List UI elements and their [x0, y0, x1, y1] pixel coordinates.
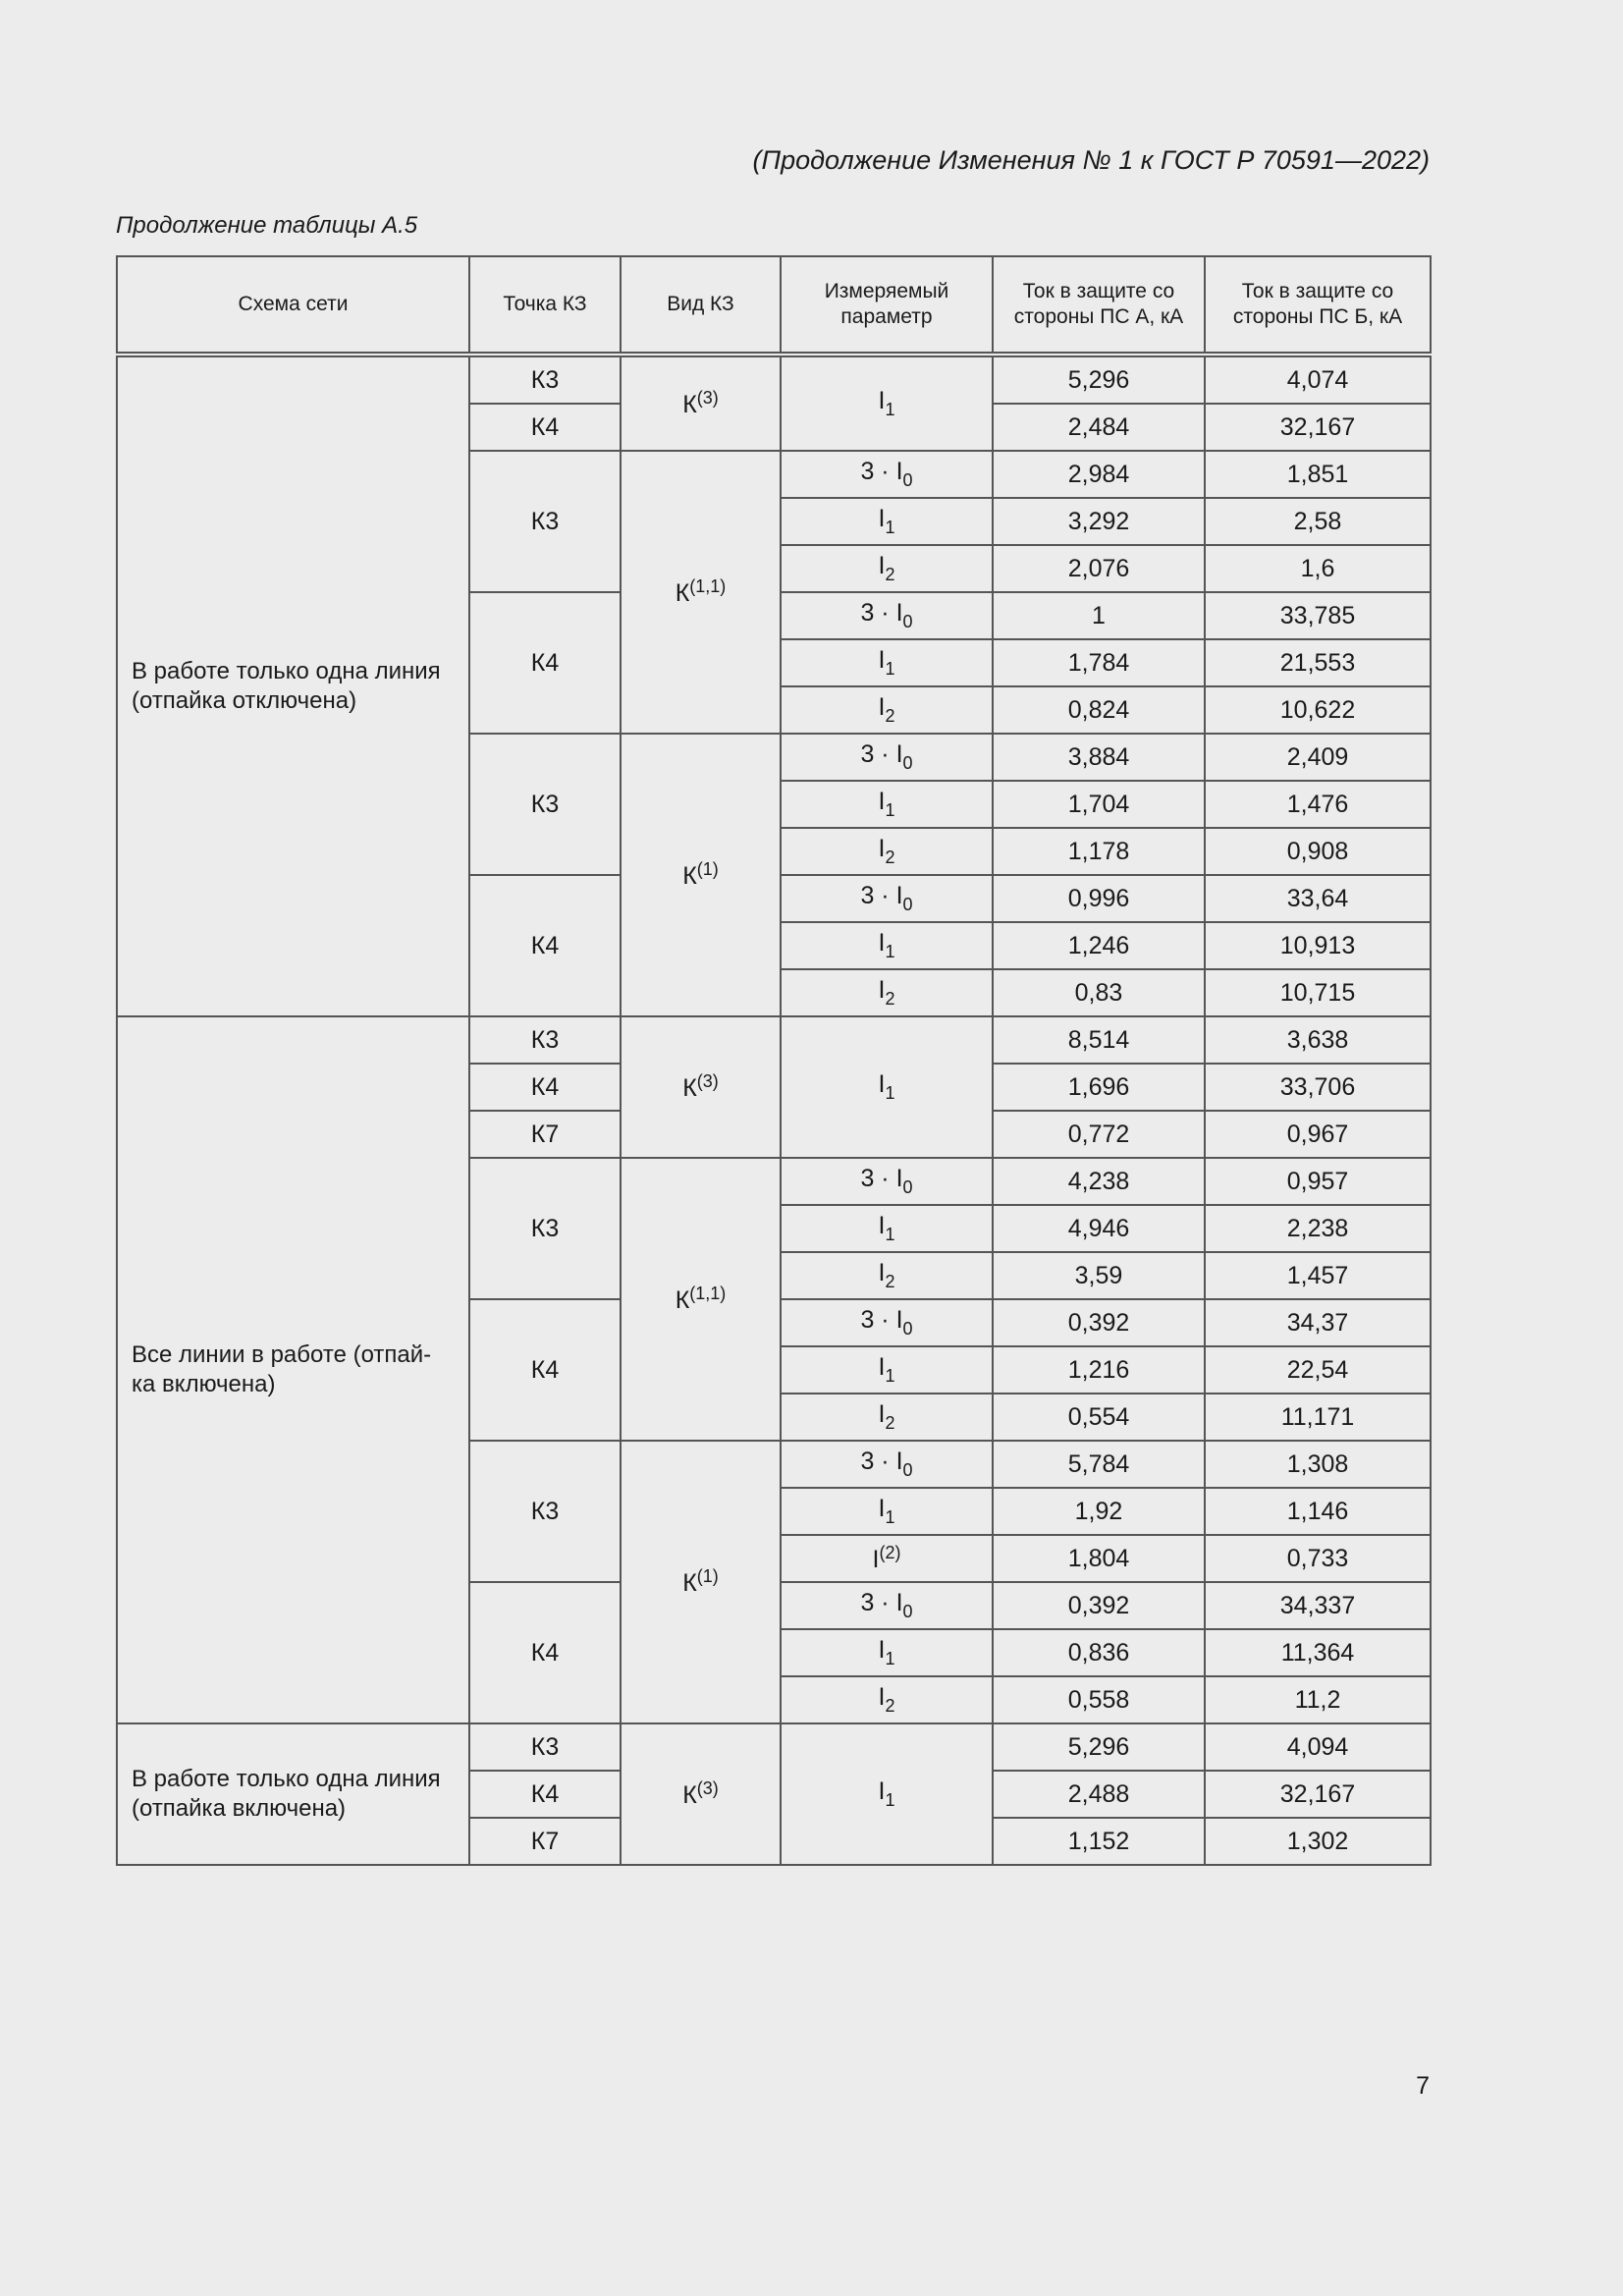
- symbol-base: К: [682, 1569, 697, 1597]
- scheme-cell: В работе только одна линия (отпайка включена): [117, 1723, 469, 1865]
- symbol-base: I: [878, 1212, 886, 1239]
- symbol-base: I: [878, 646, 886, 674]
- symbol-base: I: [878, 1259, 886, 1286]
- parameter-cell: [781, 1723, 993, 1865]
- data-table: [116, 255, 1432, 1866]
- current-side-a-cell: 4,946: [993, 1205, 1205, 1252]
- current-side-a-cell: 0,392: [993, 1582, 1205, 1629]
- current-side-b-cell: 1,302: [1205, 1818, 1431, 1865]
- parameter-cell: [781, 1205, 993, 1252]
- symbol-base: I: [878, 505, 886, 532]
- current-side-b-cell: 32,167: [1205, 404, 1431, 451]
- current-side-b-cell: 1,457: [1205, 1252, 1431, 1299]
- parameter-cell: [781, 686, 993, 734]
- current-side-b-cell: 0,967: [1205, 1111, 1431, 1158]
- fault-point-cell: К4: [469, 1064, 621, 1111]
- symbol-base: I: [878, 976, 886, 1004]
- symbol-base: I: [878, 1777, 886, 1805]
- symbol-base: I: [878, 387, 886, 414]
- symbol-superscript: (1): [696, 859, 719, 879]
- fault-point-cell: К3: [469, 451, 621, 592]
- symbol-base: I: [878, 835, 886, 862]
- symbol-base: К: [675, 1286, 690, 1314]
- symbol-base: I: [872, 1546, 880, 1573]
- current-side-a-cell: 2,488: [993, 1771, 1205, 1818]
- fault-point-cell: К4: [469, 592, 621, 734]
- current-side-b-cell: 2,58: [1205, 498, 1431, 545]
- fault-point-cell: К3: [469, 734, 621, 875]
- current-side-b-cell: 10,622: [1205, 686, 1431, 734]
- parameter-cell: [781, 451, 993, 498]
- symbol-subscript: 0: [902, 1460, 913, 1480]
- column-header-scheme: Схема сети: [117, 256, 469, 355]
- current-side-a-cell: 1,696: [993, 1064, 1205, 1111]
- page-number: 7: [1416, 2072, 1430, 2100]
- fault-point-cell: К7: [469, 1818, 621, 1865]
- symbol-base: 3 · I: [860, 458, 903, 485]
- current-side-a-cell: 0,772: [993, 1111, 1205, 1158]
- current-side-a-cell: 0,392: [993, 1299, 1205, 1346]
- fault-type-cell: [621, 1441, 781, 1723]
- fault-point-cell: К3: [469, 1441, 621, 1582]
- parameter-cell: [781, 781, 993, 828]
- current-side-b-cell: 34,337: [1205, 1582, 1431, 1629]
- column-header-measured-parameter: Измеряемый параметр: [781, 256, 993, 355]
- current-side-a-cell: 1,216: [993, 1346, 1205, 1394]
- symbol-base: I: [878, 1683, 886, 1711]
- symbol-base: I: [878, 788, 886, 815]
- parameter-cell: [781, 1394, 993, 1441]
- current-side-b-cell: 1,851: [1205, 451, 1431, 498]
- symbol-base: I: [878, 1495, 886, 1522]
- symbol-subscript: 0: [902, 470, 913, 490]
- symbol-subscript: 1: [885, 1649, 895, 1668]
- symbol-base: 3 · I: [860, 599, 903, 627]
- current-side-b-cell: 1,146: [1205, 1488, 1431, 1535]
- current-side-a-cell: 1,178: [993, 828, 1205, 875]
- current-side-b-cell: 0,957: [1205, 1158, 1431, 1205]
- fault-point-cell: К4: [469, 1299, 621, 1441]
- symbol-base: I: [878, 552, 886, 579]
- current-side-b-cell: 22,54: [1205, 1346, 1431, 1394]
- parameter-cell: [781, 545, 993, 592]
- current-side-b-cell: 10,913: [1205, 922, 1431, 969]
- fault-type-cell: [621, 451, 781, 734]
- column-header-fault-type: Вид КЗ: [621, 256, 781, 355]
- symbol-base: К: [682, 391, 697, 418]
- symbol-subscript: 2: [885, 1696, 895, 1716]
- column-header-current-side-b: Ток в защите со стороны ПС Б, кА: [1205, 256, 1431, 355]
- symbol-subscript: 2: [885, 706, 895, 726]
- parameter-cell: [781, 639, 993, 686]
- fault-point-cell: К3: [469, 1158, 621, 1299]
- fault-point-cell: К4: [469, 1582, 621, 1723]
- symbol-base: 3 · I: [860, 1165, 903, 1192]
- current-side-a-cell: 0,83: [993, 969, 1205, 1016]
- table-header-row: [117, 256, 1431, 355]
- current-side-a-cell: 5,296: [993, 1723, 1205, 1771]
- current-side-a-cell: 2,484: [993, 404, 1205, 451]
- current-side-b-cell: 1,308: [1205, 1441, 1431, 1488]
- parameter-cell: [781, 1582, 993, 1629]
- symbol-subscript: 1: [885, 800, 895, 820]
- current-side-b-cell: 1,476: [1205, 781, 1431, 828]
- symbol-base: 3 · I: [860, 740, 903, 768]
- table-row: [117, 1016, 1431, 1064]
- current-side-b-cell: 1,6: [1205, 545, 1431, 592]
- symbol-base: К: [682, 1781, 697, 1809]
- symbol-subscript: 2: [885, 1272, 895, 1291]
- current-side-a-cell: 2,984: [993, 451, 1205, 498]
- current-side-a-cell: 3,884: [993, 734, 1205, 781]
- parameter-cell: [781, 1488, 993, 1535]
- symbol-subscript: 1: [885, 1507, 895, 1527]
- current-side-a-cell: 5,296: [993, 355, 1205, 404]
- current-side-b-cell: 11,2: [1205, 1676, 1431, 1723]
- symbol-base: К: [675, 579, 690, 607]
- symbol-base: I: [878, 1353, 886, 1381]
- current-side-b-cell: 33,785: [1205, 592, 1431, 639]
- symbol-base: К: [682, 1074, 697, 1102]
- current-side-a-cell: 1,152: [993, 1818, 1205, 1865]
- column-header-current-side-a: Ток в защите со стороны ПС А, кА: [993, 256, 1205, 355]
- parameter-cell: [781, 875, 993, 922]
- current-side-a-cell: 2,076: [993, 545, 1205, 592]
- symbol-subscript: 2: [885, 565, 895, 584]
- parameter-cell: [781, 1158, 993, 1205]
- current-side-b-cell: 21,553: [1205, 639, 1431, 686]
- fault-type-cell: [621, 355, 781, 451]
- scheme-cell: В работе только одна линия (отпайка отключена): [117, 355, 469, 1016]
- parameter-cell: [781, 592, 993, 639]
- current-side-a-cell: 0,996: [993, 875, 1205, 922]
- current-side-b-cell: 33,64: [1205, 875, 1431, 922]
- symbol-subscript: 2: [885, 1413, 895, 1433]
- fault-type-cell: [621, 1158, 781, 1441]
- symbol-subscript: 0: [902, 895, 913, 914]
- parameter-cell: [781, 1299, 993, 1346]
- current-side-a-cell: 1,92: [993, 1488, 1205, 1535]
- current-side-b-cell: 11,364: [1205, 1629, 1431, 1676]
- symbol-subscript: 1: [885, 942, 895, 961]
- symbol-subscript: 0: [902, 1177, 913, 1197]
- current-side-b-cell: 2,409: [1205, 734, 1431, 781]
- parameter-cell: [781, 828, 993, 875]
- current-side-a-cell: 0,558: [993, 1676, 1205, 1723]
- fault-type-cell: [621, 1723, 781, 1865]
- scheme-cell: Все линии в работе (отпай-ка включена): [117, 1016, 469, 1723]
- fault-type-cell: [621, 734, 781, 1016]
- current-side-b-cell: 2,238: [1205, 1205, 1431, 1252]
- current-side-b-cell: 3,638: [1205, 1016, 1431, 1064]
- symbol-subscript: 1: [885, 1366, 895, 1386]
- symbol-subscript: 2: [885, 989, 895, 1009]
- symbol-subscript: 0: [902, 1319, 913, 1339]
- current-side-b-cell: 11,171: [1205, 1394, 1431, 1441]
- current-side-b-cell: 4,074: [1205, 355, 1431, 404]
- symbol-base: 3 · I: [860, 1589, 903, 1616]
- parameter-cell: [781, 1441, 993, 1488]
- symbol-subscript: 1: [885, 1225, 895, 1244]
- parameter-cell: [781, 1252, 993, 1299]
- symbol-base: I: [878, 929, 886, 957]
- current-side-a-cell: 0,554: [993, 1394, 1205, 1441]
- current-side-a-cell: 1,704: [993, 781, 1205, 828]
- current-side-b-cell: 10,715: [1205, 969, 1431, 1016]
- parameter-cell: [781, 1346, 993, 1394]
- symbol-superscript: (3): [696, 1778, 719, 1798]
- current-side-a-cell: 1,246: [993, 922, 1205, 969]
- fault-point-cell: К4: [469, 1771, 621, 1818]
- current-side-a-cell: 3,292: [993, 498, 1205, 545]
- symbol-base: К: [682, 862, 697, 890]
- parameter-cell: [781, 969, 993, 1016]
- table-body: [117, 355, 1431, 1865]
- parameter-cell: [781, 498, 993, 545]
- symbol-base: I: [878, 693, 886, 721]
- symbol-base: 3 · I: [860, 882, 903, 909]
- symbol-subscript: 0: [902, 612, 913, 631]
- current-side-b-cell: 0,733: [1205, 1535, 1431, 1582]
- symbol-superscript: (3): [696, 388, 719, 408]
- symbol-subscript: 0: [902, 1602, 913, 1621]
- current-side-a-cell: 0,824: [993, 686, 1205, 734]
- table-container: [116, 255, 1432, 1866]
- fault-point-cell: К3: [469, 355, 621, 404]
- symbol-base: I: [878, 1400, 886, 1428]
- current-side-a-cell: 0,836: [993, 1629, 1205, 1676]
- current-side-a-cell: 4,238: [993, 1158, 1205, 1205]
- parameter-cell: [781, 1629, 993, 1676]
- table-caption: Продолжение таблицы А.5: [116, 212, 418, 239]
- symbol-subscript: 1: [885, 1083, 895, 1103]
- fault-point-cell: К4: [469, 404, 621, 451]
- fault-point-cell: К3: [469, 1723, 621, 1771]
- current-side-b-cell: 33,706: [1205, 1064, 1431, 1111]
- symbol-superscript: (1): [696, 1566, 719, 1586]
- symbol-superscript: (1,1): [689, 1284, 727, 1303]
- document-continuation-header: (Продолжение Изменения № 1 к ГОСТ Р 70591—2022): [752, 145, 1430, 175]
- table-row: [117, 1723, 1431, 1771]
- current-side-a-cell: 3,59: [993, 1252, 1205, 1299]
- current-side-b-cell: 32,167: [1205, 1771, 1431, 1818]
- symbol-subscript: 1: [885, 518, 895, 537]
- symbol-base: I: [878, 1070, 886, 1098]
- current-side-b-cell: 34,37: [1205, 1299, 1431, 1346]
- symbol-subscript: 0: [902, 753, 913, 773]
- current-side-b-cell: 4,094: [1205, 1723, 1431, 1771]
- parameter-cell: [781, 922, 993, 969]
- parameter-cell: [781, 1676, 993, 1723]
- column-header-fault-point: Точка КЗ: [469, 256, 621, 355]
- fault-point-cell: К4: [469, 875, 621, 1016]
- current-side-b-cell: 0,908: [1205, 828, 1431, 875]
- fault-type-cell: [621, 1016, 781, 1158]
- current-side-a-cell: 5,784: [993, 1441, 1205, 1488]
- symbol-base: 3 · I: [860, 1306, 903, 1334]
- symbol-base: 3 · I: [860, 1448, 903, 1475]
- symbol-subscript: 1: [885, 1790, 895, 1810]
- symbol-subscript: 1: [885, 400, 895, 419]
- current-side-a-cell: 1,804: [993, 1535, 1205, 1582]
- current-side-a-cell: 1,784: [993, 639, 1205, 686]
- parameter-cell: [781, 734, 993, 781]
- symbol-base: I: [878, 1636, 886, 1664]
- current-side-a-cell: 8,514: [993, 1016, 1205, 1064]
- current-side-a-cell: 1: [993, 592, 1205, 639]
- parameter-cell: [781, 355, 993, 451]
- parameter-cell: [781, 1016, 993, 1158]
- parameter-cell: [781, 1535, 993, 1582]
- symbol-superscript: (2): [879, 1543, 901, 1562]
- fault-point-cell: К7: [469, 1111, 621, 1158]
- table-row: [117, 355, 1431, 404]
- symbol-superscript: (3): [696, 1071, 719, 1091]
- fault-point-cell: К3: [469, 1016, 621, 1064]
- symbol-subscript: 1: [885, 659, 895, 679]
- symbol-subscript: 2: [885, 847, 895, 867]
- symbol-superscript: (1,1): [689, 576, 727, 596]
